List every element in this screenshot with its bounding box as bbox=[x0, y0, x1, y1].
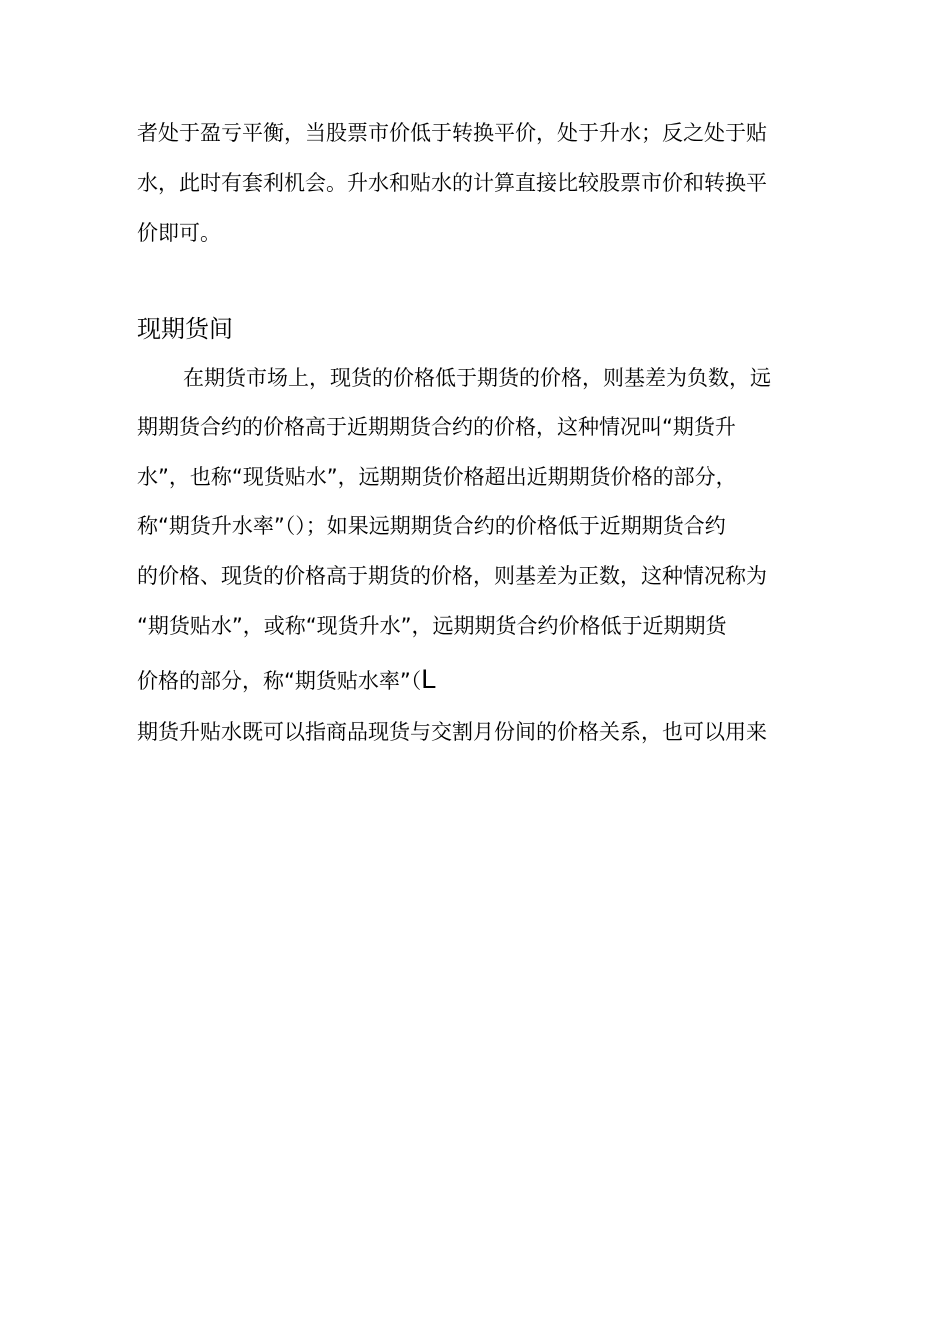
paragraph-2-line-7-text: 价格的部分，称“期货贴水率”（ bbox=[137, 669, 422, 693]
trailing-letter: L bbox=[421, 664, 437, 694]
paragraph-2-line-2: 期期货合约的价格高于近期期货合约的价格，这种情况叫“期货升 bbox=[137, 415, 736, 439]
paragraph-2-line-4: 称“期货升水率”（）；如果远期期货合约的价格低于近期期货合约 bbox=[137, 514, 726, 538]
paragraph-1-line-3: 价即可。 bbox=[137, 221, 221, 245]
paragraph-1-line-1: 者处于盈亏平衡，当股票市价低于转换平价，处于升水；反之处于贴 bbox=[137, 121, 767, 145]
paragraph-2-line-1: 在期货市场上，现货的价格低于期货的价格，则基差为负数，远 bbox=[183, 366, 771, 390]
paragraph-1-line-2: 水，此时有套利机会。升水和贴水的计算直接比较股票市价和转换平 bbox=[137, 171, 767, 195]
section-heading: 现期货间 bbox=[137, 315, 233, 343]
paragraph-2-line-7 bbox=[137, 664, 436, 696]
paragraph-2-line-3: 水”，也称“现货贴水”，远期期货价格超出近期期货价格的部分， bbox=[137, 465, 737, 489]
paragraph-2-line-5: 的价格、现货的价格高于期货的价格，则基差为正数，这种情况称为 bbox=[137, 564, 767, 588]
paragraph-2-line-6: “期货贴水”，或称“现货升水”，远期期货合约价格低于近期期货 bbox=[137, 614, 727, 638]
paragraph-3-line-1: 期货升贴水既可以指商品现货与交割月份间的价格关系，也可以用来 bbox=[137, 720, 767, 744]
